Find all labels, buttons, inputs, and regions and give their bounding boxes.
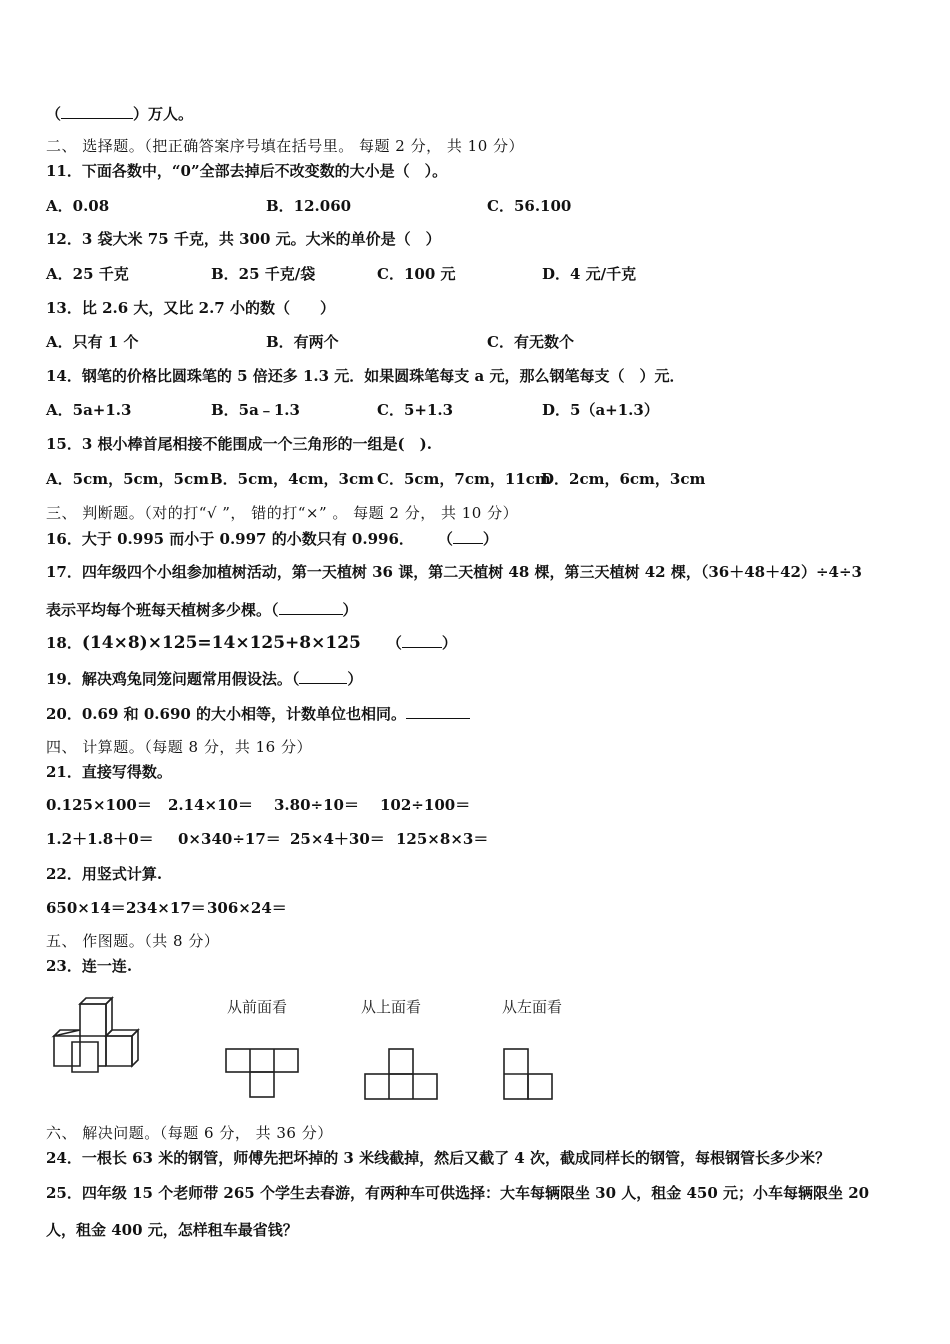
q13-option-c: C．有无数个 bbox=[487, 333, 574, 351]
q21-item: 1.2＋1.8＋0＝ bbox=[46, 830, 154, 848]
answer-blank[interactable] bbox=[61, 103, 133, 119]
q15-option-b: B．5cm，4cm，3cm bbox=[210, 470, 375, 488]
q18-statement: 18．(14×8)×125=14×125+8×125 （ ） bbox=[46, 633, 457, 653]
q12-stem: 12．3 袋大米 75 千克，共 300 元。大米的单价是（ ） bbox=[46, 230, 441, 248]
q14-option-b: B．5a﹣1.3 bbox=[211, 401, 300, 419]
q13-stem: 13．比 2.6 大，又比 2.7 小的数（ ） bbox=[46, 299, 335, 317]
view-shape-2[interactable] bbox=[361, 1045, 441, 1103]
q21-item: 125×8×3＝ bbox=[396, 830, 489, 848]
q18-expression: (14×8)×125=14×125+8×125 bbox=[81, 633, 361, 653]
q22-item: 306×24＝ bbox=[207, 899, 287, 917]
q23-stem: 23．连一连. bbox=[46, 957, 133, 975]
view-label-top: 从上面看 bbox=[361, 998, 422, 1016]
q15-stem: 15．3 根小棒首尾相接不能围成一个三角形的一组是( ). bbox=[46, 435, 432, 453]
answer-blank[interactable] bbox=[402, 632, 442, 648]
q21-item: 102÷100＝ bbox=[380, 796, 471, 814]
q12-option-c: C．100 元 bbox=[377, 265, 456, 283]
q12-option-d: D．4 元/千克 bbox=[542, 265, 637, 283]
q17-line1: 17．四年级四个小组参加植树活动，第一天植树 36 课，第二天植树 48 棵，第三天植树 42 棵，（36＋48＋42）÷4÷3 bbox=[46, 563, 862, 581]
q14-option-d: D．5（a+1.3） bbox=[542, 401, 659, 419]
answer-blank[interactable] bbox=[406, 703, 470, 719]
q15-option-c: C．5cm，7cm，11cm bbox=[377, 470, 551, 488]
answer-blank[interactable] bbox=[453, 528, 483, 544]
q12-option-b: B．25 千克/袋 bbox=[211, 265, 316, 283]
q13-option-b: B．有两个 bbox=[266, 333, 339, 351]
q22-item: 234×17＝ bbox=[126, 899, 206, 917]
q21-item: 0.125×100＝ bbox=[46, 796, 152, 814]
q11-stem: 11．下面各数中，“0”全部去掉后不改变数的大小是（ ）。 bbox=[46, 162, 448, 180]
cube-stack-figure bbox=[46, 992, 166, 1076]
q25-line2: 人，租金 400 元，怎样租车最省钱？ bbox=[46, 1221, 298, 1239]
previous-question-tail: （ ）万人。 bbox=[46, 105, 194, 123]
q11-option-c: C．56.100 bbox=[487, 197, 572, 215]
q21-item: 0×340÷17＝ bbox=[178, 830, 281, 848]
view-label-front: 从前面看 bbox=[227, 998, 288, 1016]
q25-line1: 25．四年级 15 个老师带 265 个学生去春游，有两种车可供选择：大车每辆限坐 30 人，租金 450 元；小车每辆限坐 20 bbox=[46, 1184, 870, 1202]
view-shape-3[interactable] bbox=[500, 1045, 556, 1103]
section-3-heading: 三、 判断题。（对的打“√ ”， 错的打“×” 。 每题 2 分， 共 10 分） bbox=[46, 504, 519, 522]
q16-statement: 16．大于 0.995 而小于 0.997 的小数只有 0.996． （ ） bbox=[46, 530, 498, 548]
section-5-heading: 五、 作图题。（共 8 分） bbox=[46, 932, 220, 950]
q11-option-b: B．12.060 bbox=[266, 197, 352, 215]
q21-item: 3.80÷10＝ bbox=[274, 796, 359, 814]
q11-option-a: A．0.08 bbox=[46, 197, 110, 215]
answer-blank[interactable] bbox=[279, 599, 343, 615]
view-label-left: 从左面看 bbox=[502, 998, 563, 1016]
q21-stem: 21．直接写得数。 bbox=[46, 763, 172, 781]
q20-statement: 20．0.69 和 0.690 的大小相等，计数单位也相同。 bbox=[46, 703, 470, 724]
q22-stem: 22．用竖式计算. bbox=[46, 865, 163, 883]
section-4-heading: 四、 计算题。（每题 8 分，共 16 分） bbox=[46, 738, 312, 756]
q22-item: 650×14＝ bbox=[46, 899, 126, 917]
answer-blank[interactable] bbox=[299, 668, 347, 684]
q24-problem: 24．一根长 63 米的钢管，师傅先把坏掉的 3 米线截掉，然后又截了 4 次，截成同样长的钢管，每根钢管长多少米？ bbox=[46, 1149, 830, 1167]
q13-option-a: A．只有 1 个 bbox=[46, 333, 139, 351]
q14-stem: 14．钢笔的价格比圆珠笔的 5 倍还多 1.3 元．如果圆珠笔每支 a 元，那么钢笔每支（ ）元． bbox=[46, 367, 685, 385]
q12-option-a: A．25 千克 bbox=[46, 265, 129, 283]
q15-option-a: A．5cm，5cm，5cm bbox=[46, 470, 209, 488]
q15-option-d: D．2cm，6cm，3cm bbox=[541, 470, 706, 488]
q14-option-a: A．5a+1.3 bbox=[46, 401, 132, 419]
q17-line2: 表示平均每个班每天植树多少棵。（ ） bbox=[46, 601, 358, 619]
q21-item: 2.14×10＝ bbox=[168, 796, 253, 814]
q21-item: 25×4＋30＝ bbox=[290, 830, 385, 848]
section-2-heading: 二、 选择题。（把正确答案序号填在括号里。 每题 2 分， 共 10 分） bbox=[46, 137, 525, 155]
q19-statement: 19．解决鸡兔同笼问题常用假设法。（ ） bbox=[46, 670, 363, 688]
q14-option-c: C．5+1.3 bbox=[377, 401, 454, 419]
section-6-heading: 六、 解决问题。（每题 6 分， 共 36 分） bbox=[46, 1124, 333, 1142]
view-shape-1[interactable] bbox=[222, 1045, 302, 1101]
